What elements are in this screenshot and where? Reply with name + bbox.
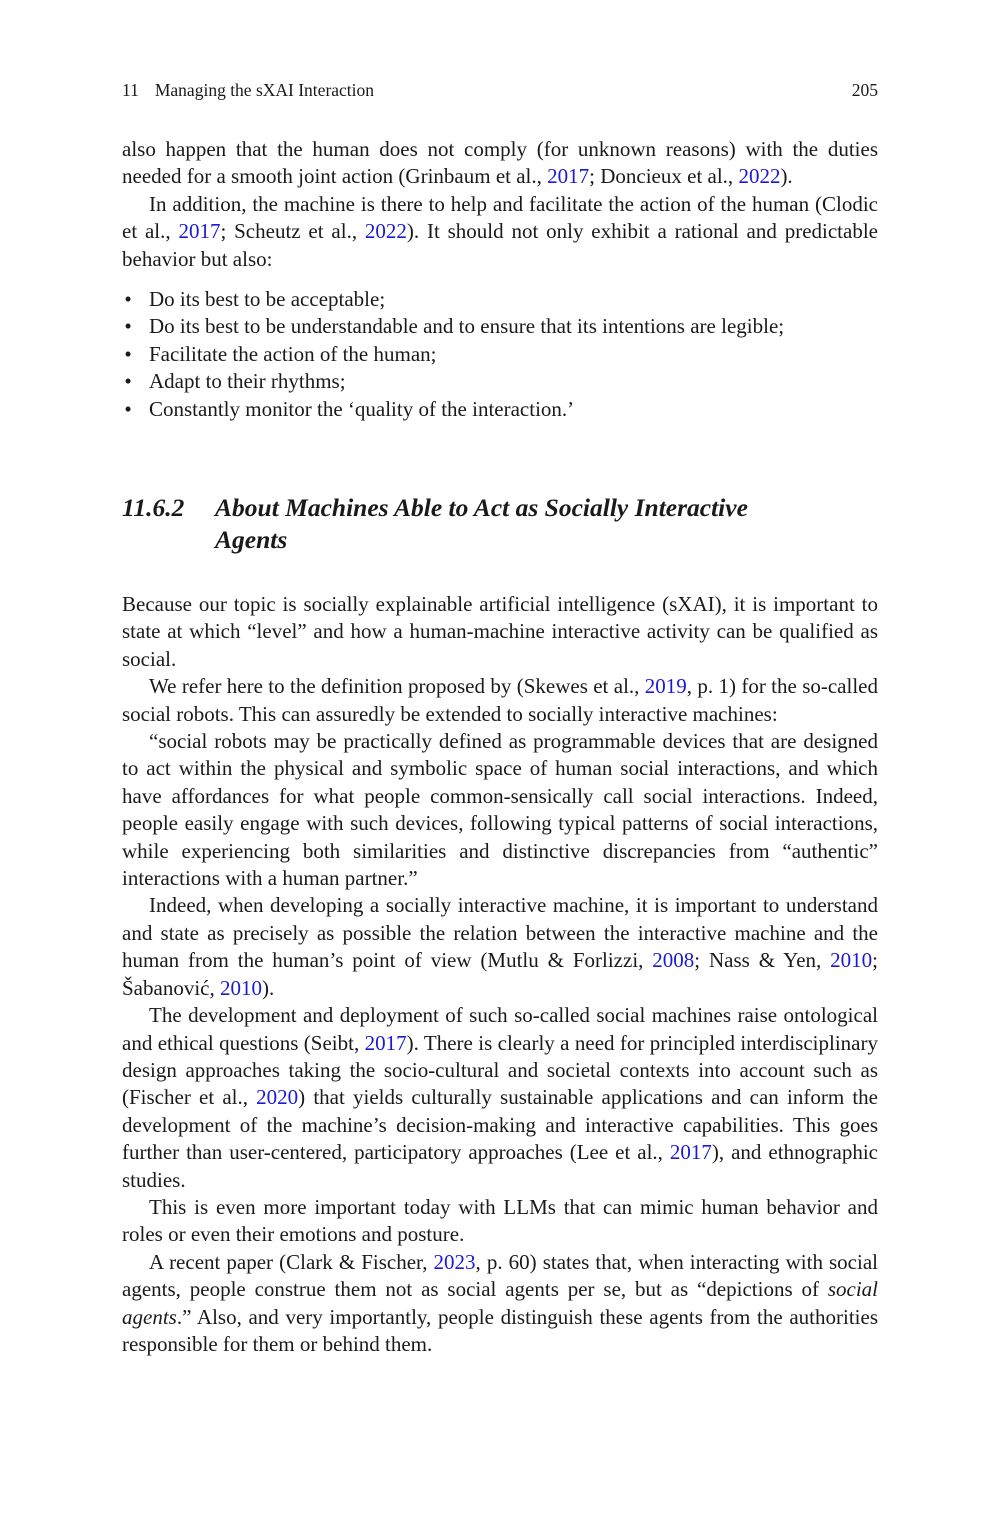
- bullet-item: [122, 286, 878, 313]
- bullet-icon: •: [124, 396, 132, 421]
- citation-year-link[interactable]: 2017: [669, 1140, 712, 1165]
- text-segment: A recent paper (Clark & Fischer,: [149, 1249, 434, 1274]
- section-number: 11.6.2: [122, 493, 185, 522]
- text-segment: Indeed, when developing a socially interactive machine, it is important to understand and state as precisely as possible the relation between the interactive machine and the human from the human’s point of view (Mutlu & Forlizzi,: [122, 893, 878, 973]
- body-text-block-1: [122, 136, 878, 273]
- paragraph: [122, 136, 878, 191]
- text-segment: , p. 60) states that, when interacting with social agents, people construe them not as social agents per se, but as “depictions of: [122, 1249, 878, 1302]
- bullet-text: Do its best to be acceptable;: [149, 287, 386, 311]
- paragraph: [122, 1194, 878, 1249]
- running-head: [122, 79, 878, 101]
- bullet-item: [122, 368, 878, 395]
- running-head-left: [122, 79, 374, 101]
- bullet-item: [122, 313, 878, 340]
- bullet-item: [122, 396, 878, 423]
- text-segment: ), and ethnographic studies.: [122, 1140, 878, 1192]
- text-segment: ).: [780, 164, 793, 189]
- section-heading: [122, 492, 878, 556]
- bullet-list: [122, 286, 878, 423]
- paragraph: [122, 1002, 878, 1194]
- section-title: About Machines Able to Act as Socially Interactive Agents: [215, 493, 748, 554]
- bullet-text: Constantly monitor the ‘quality of the interaction.’: [149, 396, 575, 421]
- text-segment: The development and deployment of such so-called social machines raise ontological and ethical questions (Seibt,: [122, 1003, 878, 1055]
- text-segment: , p. 1) for the so-called social robots. This can assuredly be extended to socially interactive machines:: [122, 674, 878, 726]
- text-segment: “social robots may be practically defined as programmable devices that are designed to act within the physical and symbolic space of human social interactions, and which have affordances for what people common-sensically call social interactions. Indeed, people easily engage with such devices, following typical patterns of social interactions, while experiencing both similarities and distinctive discrepancies from “authentic” interactions with a human partner.”: [122, 729, 878, 891]
- citation-year-link[interactable]: 2022: [738, 164, 781, 189]
- text-segment: We refer here to the definition proposed by (Skewes et al.,: [149, 674, 645, 699]
- citation-year-link[interactable]: 2010: [219, 975, 262, 1000]
- text-segment: ; Šabanović,: [122, 948, 879, 1000]
- text-segment: Because our topic is socially explainable artificial intelligence (sXAI), it is important to state at which “level” and how a human-machine interactive activity can be qualified as social.: [122, 592, 878, 671]
- text-segment: This is even more important today with LLMs that can mimic human behavior and roles or even their emotions and posture.: [122, 1194, 878, 1247]
- bullet-icon: •: [124, 369, 132, 394]
- citation-year-link[interactable]: 2017: [178, 219, 221, 244]
- chapter-title: Managing the sXAI Interaction: [154, 80, 375, 100]
- bullet-icon: •: [124, 341, 132, 366]
- text-segment: also happen that the human does not comply (for unknown reasons) with the duties needed for a smooth joint action (Grinbaum et al.,: [122, 137, 878, 189]
- chapter-number: 11: [122, 80, 139, 100]
- citation-year-link[interactable]: 2022: [364, 219, 407, 244]
- text-segment: ). There is clearly a need for principled interdisciplinary design approaches taking the socio-cultural and societal contexts into account such as (Fischer et al.,: [122, 1030, 878, 1110]
- citation-year-link[interactable]: 2010: [830, 948, 873, 973]
- citation-year-link[interactable]: 2020: [256, 1085, 299, 1110]
- page-number: 205: [851, 80, 878, 100]
- paragraph: [122, 1249, 878, 1359]
- citation-year-link[interactable]: 2019: [644, 674, 687, 699]
- text-segment: .” Also, and very importantly, people distinguish these agents from the authorities responsible for them or behind them.: [122, 1304, 878, 1356]
- citation-year-link[interactable]: 2008: [652, 948, 695, 973]
- text-segment: In addition, the machine is there to help and facilitate the action of the human (Clodic et al.,: [122, 191, 878, 244]
- text-segment: ; Doncieux et al.,: [589, 164, 739, 189]
- bullet-icon: •: [124, 314, 132, 339]
- text-segment: ; Nass & Yen,: [694, 948, 831, 973]
- bullet-text: Facilitate the action of the human;: [149, 341, 437, 366]
- bullet-text: Do its best to be understandable and to ensure that its intentions are legible;: [149, 314, 785, 339]
- bullet-text: Adapt to their rhythms;: [149, 369, 346, 394]
- paragraph: [122, 191, 878, 273]
- paragraph: [122, 892, 878, 1002]
- text-segment: ; Scheutz et al.,: [220, 219, 365, 244]
- text-segment: ) that yields culturally sustainable applications and can inform the development of the machine’s decision-making and interactive capabilities. This goes further than user-centered, participatory approaches (Lee et al.,: [122, 1085, 878, 1165]
- bullet-icon: •: [124, 287, 132, 311]
- italic-text: social agents: [122, 1277, 878, 1329]
- citation-year-link[interactable]: 2017: [364, 1030, 407, 1055]
- paragraph: [122, 728, 878, 892]
- body-text-block-2: [122, 591, 878, 1358]
- paragraph: [122, 591, 878, 673]
- bullet-item: [122, 341, 878, 368]
- citation-year-link[interactable]: 2017: [547, 164, 590, 189]
- paragraph: [122, 673, 878, 728]
- citation-year-link[interactable]: 2023: [433, 1249, 476, 1274]
- text-segment: ). It should not only exhibit a rational and predictable behavior but also:: [122, 219, 878, 271]
- text-segment: ).: [261, 975, 275, 1000]
